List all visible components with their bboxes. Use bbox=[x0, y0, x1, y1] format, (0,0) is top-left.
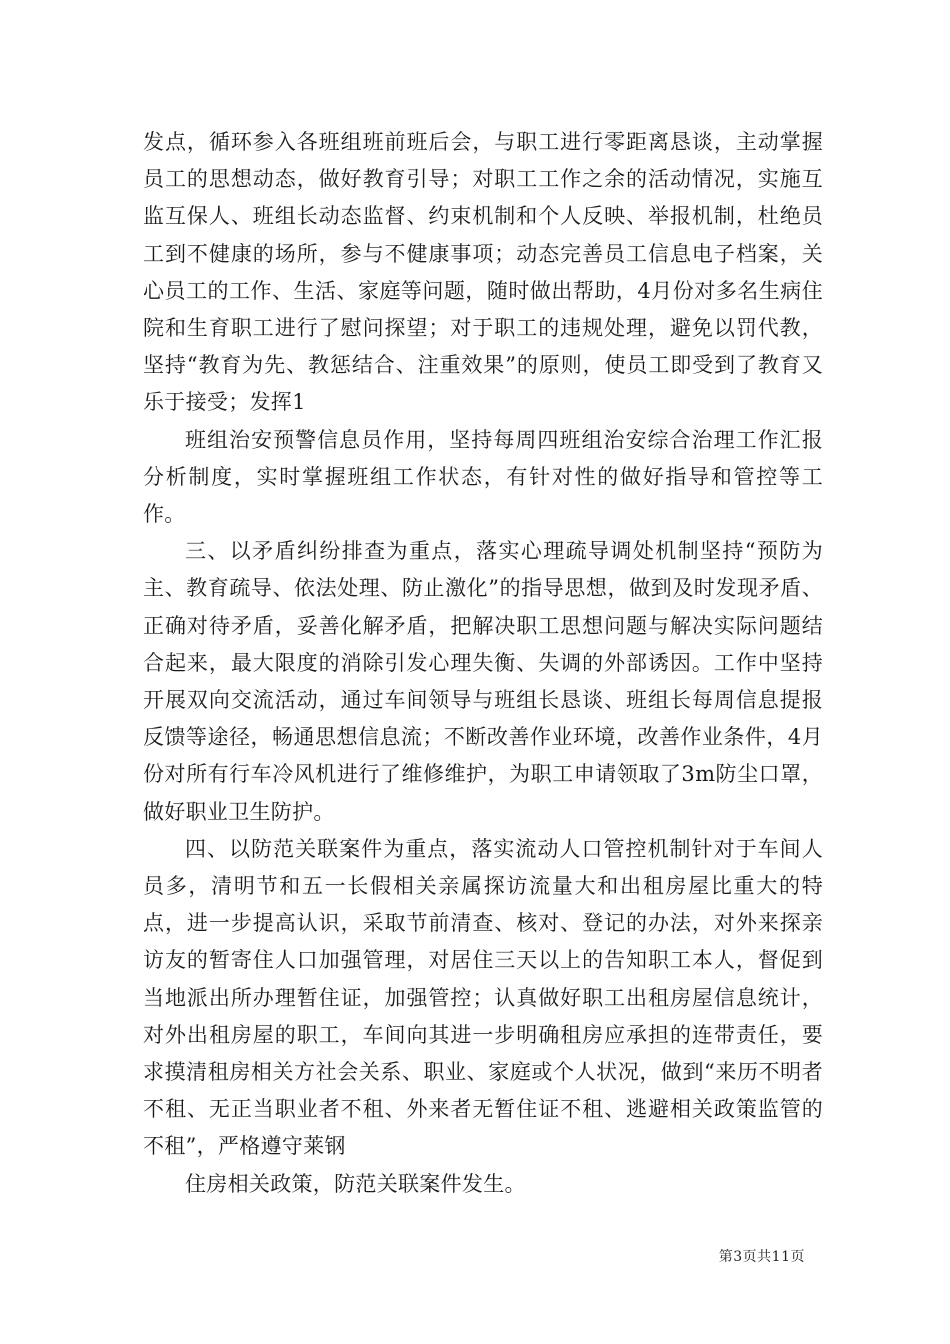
paragraph-2: 班组治安预警信息员作用，坚持每周四班组治安综合治理工作汇报分析制度，实时掌握班组工作状态，有针对性的做好指导和管控等工作。 bbox=[143, 427, 823, 527]
paragraph-3: 三、以矛盾纠纷排查为重点，落实心理疏导调处机制坚持“预防为主、教育疏导、依法处理、防止激化”的指导思想，做到及时发现矛盾、正确对待矛盾，妥善化解矛盾，把解决职工思想问题与解决实际问题结合起来，最大限度的消除引发心理失衡、失调的外部诱因。工作中坚持开展双向交流活动，通过车间领导与班组长恳谈、班组长每周信息提报反馈等途径，畅通思想信息流；不断改善作业环境，改善作业条件，4月份对所有行车冷风机进行了维修维护，为职工申请领取了3m防尘口罩，做好职业卫生防护。 bbox=[143, 539, 823, 824]
page-number-footer: 第3页共11页 bbox=[718, 1249, 805, 1265]
paragraph-5: 住房相关政策，防范关联案件发生。 bbox=[185, 1171, 526, 1196]
paragraph-4: 四、以防范关联案件为重点，落实流动人口管控机制针对于车间人员多，清明节和五一长假相关亲属探访流量大和出租房屋比重大的特点，进一步提高认识，采取节前清查、核对、登记的办法，对外来探亲访友的暂寄住人口加强管理，对居住三天以上的告知职工本人，督促到当地派出所办理暂住证，加强管控；认真做好职工出租房屋信息统计，对外出租房屋的职工，车间向其进一步明确租房应承担的连带责任，要求摸清租房相关方社会关系、职业、家庭或个人状况，做到“来历不明者不租、无正当职业者不租、外来者无暂住证不租、逃避相关政策监管的不租”，严格遵守莱钢 bbox=[143, 836, 823, 1159]
paragraph-1: 发点，循环参入各班组班前班后会，与职工进行零距离恳谈，主动掌握员工的思想动态，做好教育引导；对职工工作之余的活动情况，实施互监互保人、班组长动态监督、约束机制和个人反映、举报机制，杜绝员工到不健康的场所，参与不健康事项；动态完善员工信息电子档案，关心员工的工作、生活、家庭等问题，随时做出帮助，4月份对多名生病住院和生育职工进行了慰问探望；对于职工的违规处理，避免以罚代教，坚持“教育为先、教惩结合、注重效果”的原则，使员工即受到了教育又乐于接受；发挥1 bbox=[143, 130, 823, 415]
document-body bbox=[143, 124, 823, 1203]
